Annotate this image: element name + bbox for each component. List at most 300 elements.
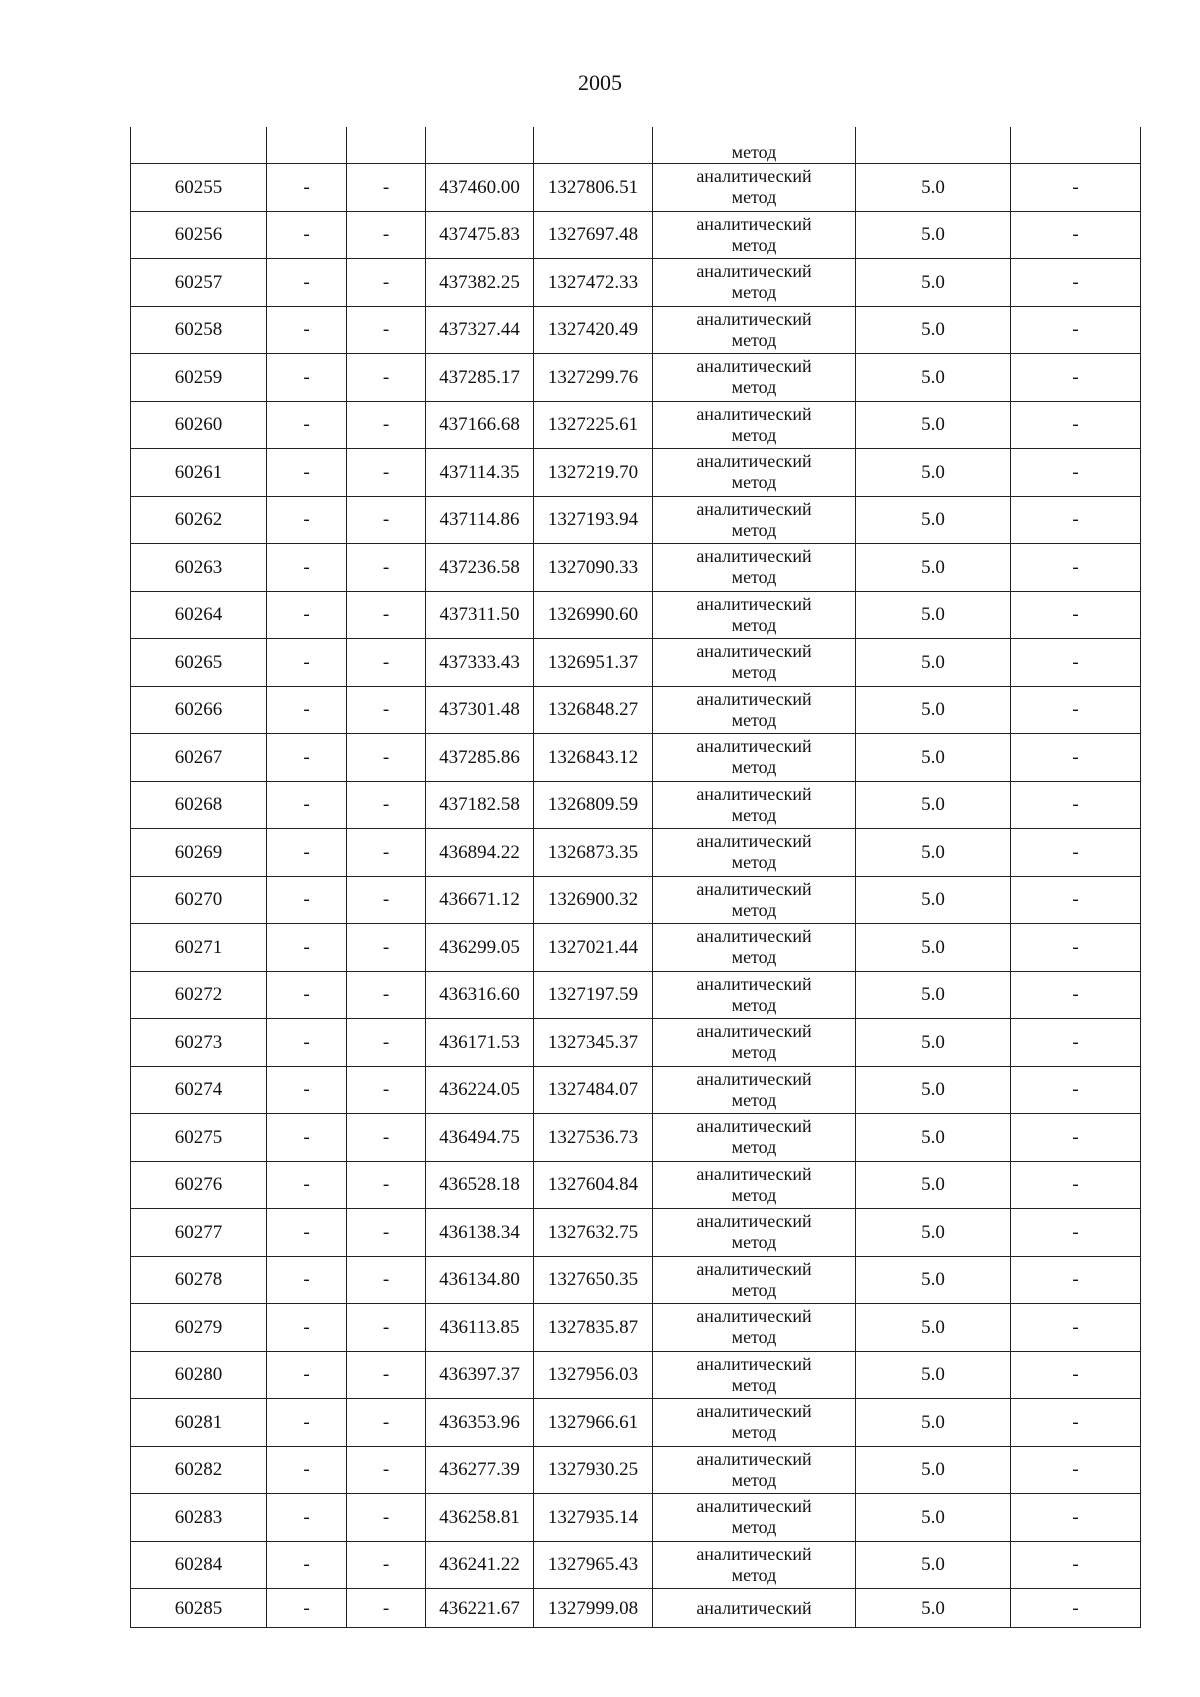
point-number-cell: 60268 [131, 781, 267, 829]
column-8-cell: - [1011, 1256, 1141, 1304]
x-coordinate-cell: 436353.96 [426, 1399, 534, 1447]
x-coordinate-cell: 437182.58 [426, 781, 534, 829]
column-8-cell: - [1011, 1589, 1141, 1628]
point-number-cell: 60264 [131, 591, 267, 639]
column-2-cell: - [267, 1399, 347, 1447]
column-3-cell: - [347, 591, 426, 639]
accuracy-cell: 5.0 [856, 1066, 1011, 1114]
column-8-cell: - [1011, 734, 1141, 782]
accuracy-cell: 5.0 [856, 1019, 1011, 1067]
method-line-1: аналитический [696, 261, 812, 282]
method-line-2: метод [731, 377, 777, 398]
table-row [131, 734, 1141, 782]
x-coordinate-cell: 436671.12 [426, 876, 534, 924]
point-number-cell: 60265 [131, 639, 267, 687]
accuracy-cell: 5.0 [856, 829, 1011, 877]
table-row [131, 876, 1141, 924]
column-3-cell: - [347, 449, 426, 497]
accuracy-cell: 5.0 [856, 734, 1011, 782]
point-number-cell: 60259 [131, 354, 267, 402]
x-coordinate-cell: 437166.68 [426, 401, 534, 449]
x-coordinate-cell: 437301.48 [426, 686, 534, 734]
column-2-cell: - [267, 1351, 347, 1399]
column-8-cell: - [1011, 1304, 1141, 1352]
continued-cell-method: метод [653, 127, 856, 164]
table-row [131, 1541, 1141, 1589]
continued-cell-3 [347, 127, 426, 164]
method-cell [653, 1494, 856, 1542]
table-row [131, 781, 1141, 829]
method-line-2: метод [731, 899, 777, 920]
column-3-cell: - [347, 544, 426, 592]
x-coordinate-cell: 436134.80 [426, 1256, 534, 1304]
column-2-cell: - [267, 1446, 347, 1494]
method-line-2: метод [731, 994, 777, 1015]
column-3-cell: - [347, 1351, 426, 1399]
y-coordinate-cell: 1327965.43 [534, 1541, 653, 1589]
column-3-cell: - [347, 639, 426, 687]
method-line-2: метод [731, 662, 777, 683]
method-cell [653, 164, 856, 212]
column-2-cell: - [267, 259, 347, 307]
point-number-cell: 60270 [131, 876, 267, 924]
column-3-cell: - [347, 1494, 426, 1542]
method-line-1: аналитический [696, 166, 812, 187]
method-line-2: метод [731, 1184, 777, 1205]
method-line-1: аналитический [696, 1068, 812, 1089]
column-3-cell: - [347, 829, 426, 877]
method-line-1: аналитический [696, 498, 812, 519]
column-3-cell: - [347, 971, 426, 1019]
accuracy-cell: 5.0 [856, 449, 1011, 497]
x-coordinate-cell: 437382.25 [426, 259, 534, 307]
x-coordinate-cell: 436316.60 [426, 971, 534, 1019]
accuracy-cell: 5.0 [856, 971, 1011, 1019]
column-3-cell: - [347, 306, 426, 354]
table-row [131, 496, 1141, 544]
continued-cell-4 [426, 127, 534, 164]
table-row [131, 164, 1141, 212]
column-2-cell: - [267, 1066, 347, 1114]
method-line-2: метод [731, 1564, 777, 1585]
table-row [131, 1209, 1141, 1257]
method-line-2: метод [731, 519, 777, 540]
method-cell [653, 924, 856, 972]
method-line-1: аналитический [696, 1021, 812, 1042]
x-coordinate-cell: 436221.67 [426, 1589, 534, 1628]
point-number-cell: 60260 [131, 401, 267, 449]
page-number: 2005 [578, 70, 622, 95]
method-cell [653, 1446, 856, 1494]
method-line-1: аналитический [696, 973, 812, 994]
method-line-1: аналитический [696, 736, 812, 757]
method-line-1: аналитический [696, 926, 812, 947]
table-row [131, 1589, 1141, 1628]
point-number-cell: 60257 [131, 259, 267, 307]
column-8-cell: - [1011, 591, 1141, 639]
method-line-1: аналитический [696, 1306, 812, 1327]
column-8-cell: - [1011, 1209, 1141, 1257]
method-cell [653, 544, 856, 592]
method-line-2: метод [731, 424, 777, 445]
method-cell [653, 449, 856, 497]
column-8-cell: - [1011, 354, 1141, 402]
y-coordinate-cell: 1327536.73 [534, 1114, 653, 1162]
column-8-cell: - [1011, 1161, 1141, 1209]
x-coordinate-cell: 436113.85 [426, 1304, 534, 1352]
continued-cell-5 [534, 127, 653, 164]
x-coordinate-cell: 437327.44 [426, 306, 534, 354]
y-coordinate-cell: 1326809.59 [534, 781, 653, 829]
y-coordinate-cell: 1326848.27 [534, 686, 653, 734]
column-3-cell: - [347, 1399, 426, 1447]
column-3-cell: - [347, 686, 426, 734]
y-coordinate-cell: 1326990.60 [534, 591, 653, 639]
accuracy-cell: 5.0 [856, 306, 1011, 354]
column-2-cell: - [267, 1161, 347, 1209]
table-row [131, 686, 1141, 734]
accuracy-cell: 5.0 [856, 259, 1011, 307]
column-8-cell: - [1011, 401, 1141, 449]
accuracy-cell: 5.0 [856, 1494, 1011, 1542]
method-cell [653, 686, 856, 734]
method-cell [653, 1019, 856, 1067]
y-coordinate-cell: 1327999.08 [534, 1589, 653, 1628]
method-line-1: аналитический [696, 783, 812, 804]
column-8-cell: - [1011, 1446, 1141, 1494]
column-8-cell: - [1011, 259, 1141, 307]
y-coordinate-cell: 1327632.75 [534, 1209, 653, 1257]
table-body [131, 127, 1141, 1628]
table-row [131, 829, 1141, 877]
table-row [131, 1399, 1141, 1447]
y-coordinate-cell: 1327420.49 [534, 306, 653, 354]
accuracy-cell: 5.0 [856, 1256, 1011, 1304]
method-cell [653, 781, 856, 829]
accuracy-cell: 5.0 [856, 1589, 1011, 1628]
accuracy-cell: 5.0 [856, 164, 1011, 212]
y-coordinate-cell: 1327966.61 [534, 1399, 653, 1447]
x-coordinate-cell: 436138.34 [426, 1209, 534, 1257]
point-number-cell: 60261 [131, 449, 267, 497]
column-2-cell: - [267, 1494, 347, 1542]
method-line-2: метод [731, 709, 777, 730]
method-line-1: аналитический [696, 1353, 812, 1374]
x-coordinate-cell: 436277.39 [426, 1446, 534, 1494]
point-number-cell: 60266 [131, 686, 267, 734]
column-3-cell: - [347, 164, 426, 212]
method-cell [653, 1209, 856, 1257]
column-2-cell: - [267, 1304, 347, 1352]
x-coordinate-cell: 437285.17 [426, 354, 534, 402]
point-number-cell: 60274 [131, 1066, 267, 1114]
column-3-cell: - [347, 1304, 426, 1352]
accuracy-cell: 5.0 [856, 781, 1011, 829]
method-line-1: аналитический [696, 1543, 812, 1564]
column-3-cell: - [347, 1256, 426, 1304]
method-cell [653, 496, 856, 544]
column-2-cell: - [267, 354, 347, 402]
table-row [131, 259, 1141, 307]
table-row [131, 1494, 1141, 1542]
method-cell [653, 876, 856, 924]
column-3-cell: - [347, 781, 426, 829]
method-line-2: метод [731, 804, 777, 825]
column-8-cell: - [1011, 876, 1141, 924]
y-coordinate-cell: 1327219.70 [534, 449, 653, 497]
accuracy-cell: 5.0 [856, 1114, 1011, 1162]
point-number-cell: 60283 [131, 1494, 267, 1542]
column-8-cell: - [1011, 1019, 1141, 1067]
y-coordinate-cell: 1327650.35 [534, 1256, 653, 1304]
column-3-cell: - [347, 924, 426, 972]
column-8-cell: - [1011, 1114, 1141, 1162]
accuracy-cell: 5.0 [856, 544, 1011, 592]
column-3-cell: - [347, 211, 426, 259]
table-row [131, 1161, 1141, 1209]
method-line-1: аналитический [696, 1401, 812, 1422]
y-coordinate-cell: 1327225.61 [534, 401, 653, 449]
column-8-cell: - [1011, 686, 1141, 734]
point-number-cell: 60284 [131, 1541, 267, 1589]
table-row [131, 1066, 1141, 1114]
y-coordinate-cell: 1327472.33 [534, 259, 653, 307]
column-2-cell: - [267, 544, 347, 592]
method-cell [653, 1541, 856, 1589]
continued-cell-7 [856, 127, 1011, 164]
accuracy-cell: 5.0 [856, 876, 1011, 924]
y-coordinate-cell: 1327930.25 [534, 1446, 653, 1494]
x-coordinate-cell: 436397.37 [426, 1351, 534, 1399]
accuracy-cell: 5.0 [856, 1351, 1011, 1399]
accuracy-cell: 5.0 [856, 1161, 1011, 1209]
coordinates-table-container [130, 127, 1140, 1628]
method-cell [653, 211, 856, 259]
method-line-1: аналитический [696, 1116, 812, 1137]
coordinates-table [130, 127, 1141, 1628]
x-coordinate-cell: 437114.35 [426, 449, 534, 497]
method-cell [653, 401, 856, 449]
x-coordinate-cell: 436171.53 [426, 1019, 534, 1067]
point-number-cell: 60269 [131, 829, 267, 877]
table-row [131, 1256, 1141, 1304]
method-line-2: метод [731, 1422, 777, 1443]
method-cell [653, 734, 856, 782]
method-line-2: метод [731, 1469, 777, 1490]
continued-cell-2 [267, 127, 347, 164]
continued-row [131, 127, 1141, 164]
y-coordinate-cell: 1327604.84 [534, 1161, 653, 1209]
table-row [131, 1304, 1141, 1352]
column-2-cell: - [267, 829, 347, 877]
table-row [131, 971, 1141, 1019]
method-line-1: аналитический [696, 1258, 812, 1279]
y-coordinate-cell: 1326873.35 [534, 829, 653, 877]
x-coordinate-cell: 437114.86 [426, 496, 534, 544]
method-line-2: метод [731, 1517, 777, 1538]
y-coordinate-cell: 1327299.76 [534, 354, 653, 402]
method-line-2: метод [731, 1089, 777, 1110]
method-line-2: метод [731, 1232, 777, 1253]
column-8-cell: - [1011, 1541, 1141, 1589]
method-cell [653, 1256, 856, 1304]
x-coordinate-cell: 436894.22 [426, 829, 534, 877]
column-3-cell: - [347, 1066, 426, 1114]
table-row [131, 1446, 1141, 1494]
table-row [131, 306, 1141, 354]
method-line-1: аналитический [696, 546, 812, 567]
y-coordinate-cell: 1326900.32 [534, 876, 653, 924]
point-number-cell: 60258 [131, 306, 267, 354]
point-number-cell: 60255 [131, 164, 267, 212]
column-8-cell: - [1011, 1351, 1141, 1399]
method-cell [653, 1399, 856, 1447]
column-3-cell: - [347, 496, 426, 544]
column-2-cell: - [267, 1114, 347, 1162]
column-2-cell: - [267, 164, 347, 212]
method-line-2: метод [731, 757, 777, 778]
method-line-1: аналитический [696, 356, 812, 377]
point-number-cell: 60263 [131, 544, 267, 592]
column-8-cell: - [1011, 1399, 1141, 1447]
column-8-cell: - [1011, 211, 1141, 259]
column-2-cell: - [267, 211, 347, 259]
point-number-cell: 60262 [131, 496, 267, 544]
point-number-cell: 60267 [131, 734, 267, 782]
table-row [131, 1019, 1141, 1067]
point-number-cell: 60273 [131, 1019, 267, 1067]
column-2-cell: - [267, 1209, 347, 1257]
accuracy-cell: 5.0 [856, 1399, 1011, 1447]
column-3-cell: - [347, 1161, 426, 1209]
method-line-2: метод [731, 187, 777, 208]
column-3-cell: - [347, 259, 426, 307]
method-cell [653, 306, 856, 354]
accuracy-cell: 5.0 [856, 686, 1011, 734]
method-cell [653, 971, 856, 1019]
method-line-1: аналитический [696, 878, 812, 899]
point-number-cell: 60285 [131, 1589, 267, 1628]
method-line-1: аналитический [696, 831, 812, 852]
y-coordinate-cell: 1327021.44 [534, 924, 653, 972]
table-row [131, 401, 1141, 449]
column-2-cell: - [267, 1541, 347, 1589]
table-row [131, 544, 1141, 592]
method-cell [653, 829, 856, 877]
method-line-2: метод [731, 1042, 777, 1063]
method-line-2: метод [731, 614, 777, 635]
column-3-cell: - [347, 1019, 426, 1067]
point-number-cell: 60278 [131, 1256, 267, 1304]
column-8-cell: - [1011, 496, 1141, 544]
column-8-cell: - [1011, 971, 1141, 1019]
method-line-1: аналитический [696, 688, 812, 709]
y-coordinate-cell: 1327345.37 [534, 1019, 653, 1067]
column-2-cell: - [267, 876, 347, 924]
method-line-1: аналитический [696, 641, 812, 662]
method-cell [653, 1066, 856, 1114]
column-2-cell: - [267, 1256, 347, 1304]
y-coordinate-cell: 1327090.33 [534, 544, 653, 592]
column-2-cell: - [267, 639, 347, 687]
column-2-cell: - [267, 449, 347, 497]
x-coordinate-cell: 437236.58 [426, 544, 534, 592]
method-line-2: метод [731, 1374, 777, 1395]
method-cell [653, 259, 856, 307]
method-cell [653, 639, 856, 687]
y-coordinate-cell: 1327697.48 [534, 211, 653, 259]
column-8-cell: - [1011, 639, 1141, 687]
table-row [131, 449, 1141, 497]
point-number-cell: 60271 [131, 924, 267, 972]
column-3-cell: - [347, 1209, 426, 1257]
column-8-cell: - [1011, 1494, 1141, 1542]
y-coordinate-cell: 1327935.14 [534, 1494, 653, 1542]
method-cell [653, 354, 856, 402]
column-3-cell: - [347, 876, 426, 924]
method-line-1: аналитический [696, 1448, 812, 1469]
x-coordinate-cell: 437333.43 [426, 639, 534, 687]
x-coordinate-cell: 436224.05 [426, 1066, 534, 1114]
column-3-cell: - [347, 734, 426, 782]
accuracy-cell: 5.0 [856, 1304, 1011, 1352]
point-number-cell: 60275 [131, 1114, 267, 1162]
point-number-cell: 60279 [131, 1304, 267, 1352]
y-coordinate-cell: 1327193.94 [534, 496, 653, 544]
method-line-2: метод [731, 1327, 777, 1348]
accuracy-cell: 5.0 [856, 211, 1011, 259]
column-2-cell: - [267, 306, 347, 354]
accuracy-cell: 5.0 [856, 639, 1011, 687]
column-8-cell: - [1011, 781, 1141, 829]
column-2-cell: - [267, 924, 347, 972]
method-cell [653, 1589, 856, 1628]
accuracy-cell: 5.0 [856, 354, 1011, 402]
x-coordinate-cell: 437285.86 [426, 734, 534, 782]
method-cell [653, 1161, 856, 1209]
method-line-1: аналитический [696, 213, 812, 234]
method-line-2: метод [731, 1137, 777, 1158]
table-row [131, 1114, 1141, 1162]
table-row [131, 1351, 1141, 1399]
x-coordinate-cell: 436299.05 [426, 924, 534, 972]
column-3-cell: - [347, 1114, 426, 1162]
column-3-cell: - [347, 1446, 426, 1494]
accuracy-cell: 5.0 [856, 401, 1011, 449]
continued-cell-1 [131, 127, 267, 164]
column-8-cell: - [1011, 829, 1141, 877]
column-2-cell: - [267, 496, 347, 544]
column-8-cell: - [1011, 1066, 1141, 1114]
method-line-1: аналитический [696, 451, 812, 472]
table-row [131, 639, 1141, 687]
x-coordinate-cell: 436241.22 [426, 1541, 534, 1589]
column-3-cell: - [347, 1541, 426, 1589]
y-coordinate-cell: 1327806.51 [534, 164, 653, 212]
column-3-cell: - [347, 1589, 426, 1628]
y-coordinate-cell: 1326951.37 [534, 639, 653, 687]
x-coordinate-cell: 436258.81 [426, 1494, 534, 1542]
column-2-cell: - [267, 734, 347, 782]
column-8-cell: - [1011, 164, 1141, 212]
method-line-2: метод [731, 1279, 777, 1300]
method-line-1: аналитический [696, 1496, 812, 1517]
accuracy-cell: 5.0 [856, 591, 1011, 639]
y-coordinate-cell: 1327956.03 [534, 1351, 653, 1399]
method-line-2: метод [731, 282, 777, 303]
column-8-cell: - [1011, 544, 1141, 592]
column-2-cell: - [267, 781, 347, 829]
